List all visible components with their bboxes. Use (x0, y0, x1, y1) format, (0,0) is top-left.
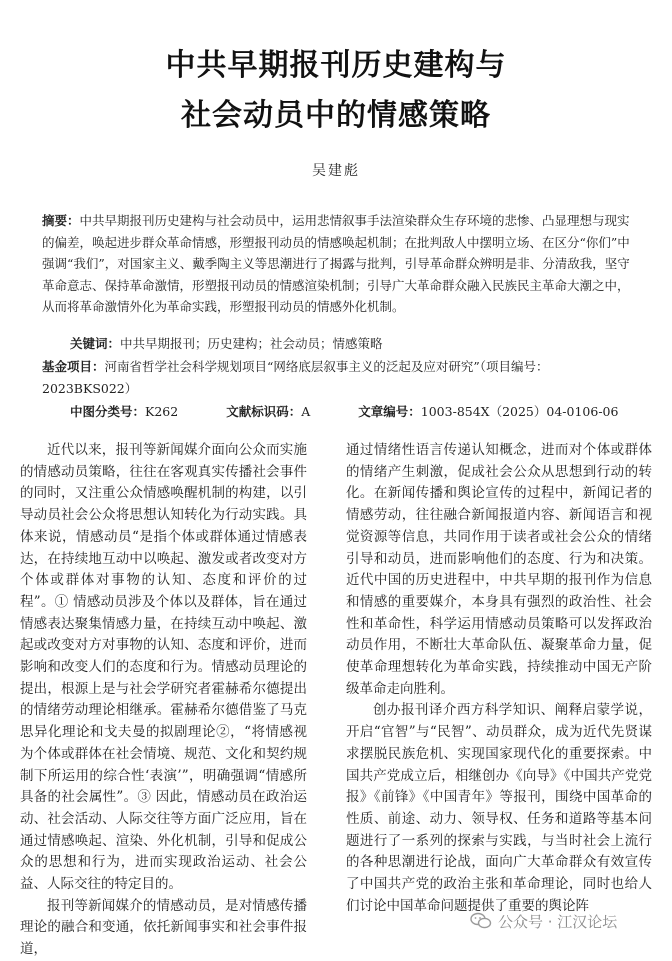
fund-text: 河南省哲学社会科学规划项目“网络底层叙事主义的泛起及应对研究”（项目编号：2023BKS022） (42, 359, 549, 396)
body-paragraph: 近代以来，报刊等新闻媒介面向公众而实施的情感动员策略，往往在客观真实传播社会事件的同时，又注重公众情感唤醒机制的构建，以引导动员社会公众将思想认知转化为行动实践。具体来说，情感动员“是指个体或群体通过情感表达，在持续地互动中以唤起、激发或者改变对方个体或群体对事物的认知、态度和评价的过程”。① 情感动员涉及个体以及群体，旨在通过情感表达聚集情感力量，在持续互动中唤起、激起或改变对方对事物的认知、态度和评价，进而影响和改变人们的态度和行为。情感动员理论的提出，根源上是与社会学研究者霍赫希尔德提出的情绪劳动理论相继承。霍赫希尔德借鉴了马克思异化理论和戈夫曼的拟剧理论②，“将情感视为个体或群体在社会情境、规范、文化和契约规制下所运用的综合性‘表演’”，明确强调“情感所具备的社会属性”。③ 因此，情感动员在政治运动、社会活动、人际交往等方面广泛应用，旨在通过情感唤起、渲染、外化机制，引导和促成公众的思想和行为，进而实现政治运动、社会公益、人际交往的特定目的。 (20, 442, 307, 893)
article-number-label: 文章编号： (358, 404, 421, 419)
article-number-value: 1003-854X（2025）04-0106-06 (420, 404, 619, 419)
watermark-text: 公众号 · 江汉论坛 (498, 912, 618, 931)
abstract-label: 摘要： (42, 213, 80, 228)
article-number-group (358, 401, 618, 423)
abstract-text: 中共早期报刊历史建构与社会动员中，运用悲情叙事手法渲染群众生存环境的悲惨、凸显理想与现实的偏差，唤起进步群众革命情感，形塑报刊动员的情感唤起机制；在批判敌人中摆明立场、在区分“你们”中强调“我们”，对国家主义、戴季陶主义等思潮进行了揭露与批判，引导革命群众辨明是非、分清敌我，坚守革命意志、保持革命激情，形塑报刊动员的情感渲染机制；引导广大革命群众融入民族民主革命大潮之中，从而将革命激情外化为革命实践，形塑报刊动员的情感外化机制。 (42, 213, 630, 314)
body-column-right (346, 440, 652, 940)
clc-label: 中图分类号： (70, 404, 146, 419)
keywords (70, 333, 640, 355)
fund-info (42, 356, 632, 399)
watermark (470, 906, 617, 936)
keywords-label: 关键词： (70, 336, 121, 351)
body-paragraph: 创办报刊译介西方科学知识、阐释启蒙学说，开启“官智”与“民智”、动员群众，成为近代先贤谋求摆脱民族危机、实现国家现代化的重要探索。中国共产党成立后，相继创办《向导》《中国共产党党报》《前锋》《中国青年》等报刊，围绕中国革命的性质、前途、动力、领导权、任务和道路等基本问题进行了一系列的探索与实践，与当时社会上流行的各种思潮进行论战，面向广大革命群众有效宣传了中国共产党的政治主张和革命理论，同时也给人们讨论中国革命问题提供了重要的舆论阵 (346, 702, 652, 914)
fund-label: 基金项目： (42, 359, 105, 374)
classification-line (70, 401, 640, 423)
clc-group (70, 401, 178, 423)
abstract (42, 210, 632, 318)
clc-value: K262 (145, 404, 179, 419)
keywords-text: 中共早期报刊；历史建构；社会动员；情感策略 (120, 336, 383, 351)
title-line-1: 中共早期报刊历史建构与 (165, 48, 507, 83)
body-paragraph: 通过情绪性语言传递认知概念，进而对个体或群体的情绪产生刺激，促成社会公众从思想到行动的转化。在新闻传播和舆论宣传的过程中，新闻记者的情感劳动，往往融合新闻报道内容、新闻语言和视觉资源等信息，共同作用于读者或社会公众的情绪引导和动员，进而影响他们的态度、行为和决策。近代中国的历史进程中，中共早期的报刊作为信息和情感的重要媒介，本身具有强烈的政治性、社会性和革命性，科学运用情感动员策略可以发挥政治动员作用，不断壮大革命队伍、凝聚革命力量，促使革命理想转化为革命实践，持续推动中国无产阶级革命走向胜利。 (346, 442, 652, 697)
body-paragraph: 报刊等新闻媒介的情感动员，是对情感传播理论的融合和变通，依托新闻事实和社会事件报道， (20, 897, 307, 958)
doc-code-label: 文献标识码： (226, 404, 302, 419)
doc-code-value: A (301, 404, 311, 419)
title-line-2: 社会动员中的情感策略 (181, 98, 491, 133)
wechat-icon (470, 912, 492, 930)
author: 吴建彪 (312, 163, 360, 179)
doc-code-group (226, 401, 310, 423)
body-column-left (20, 440, 307, 958)
